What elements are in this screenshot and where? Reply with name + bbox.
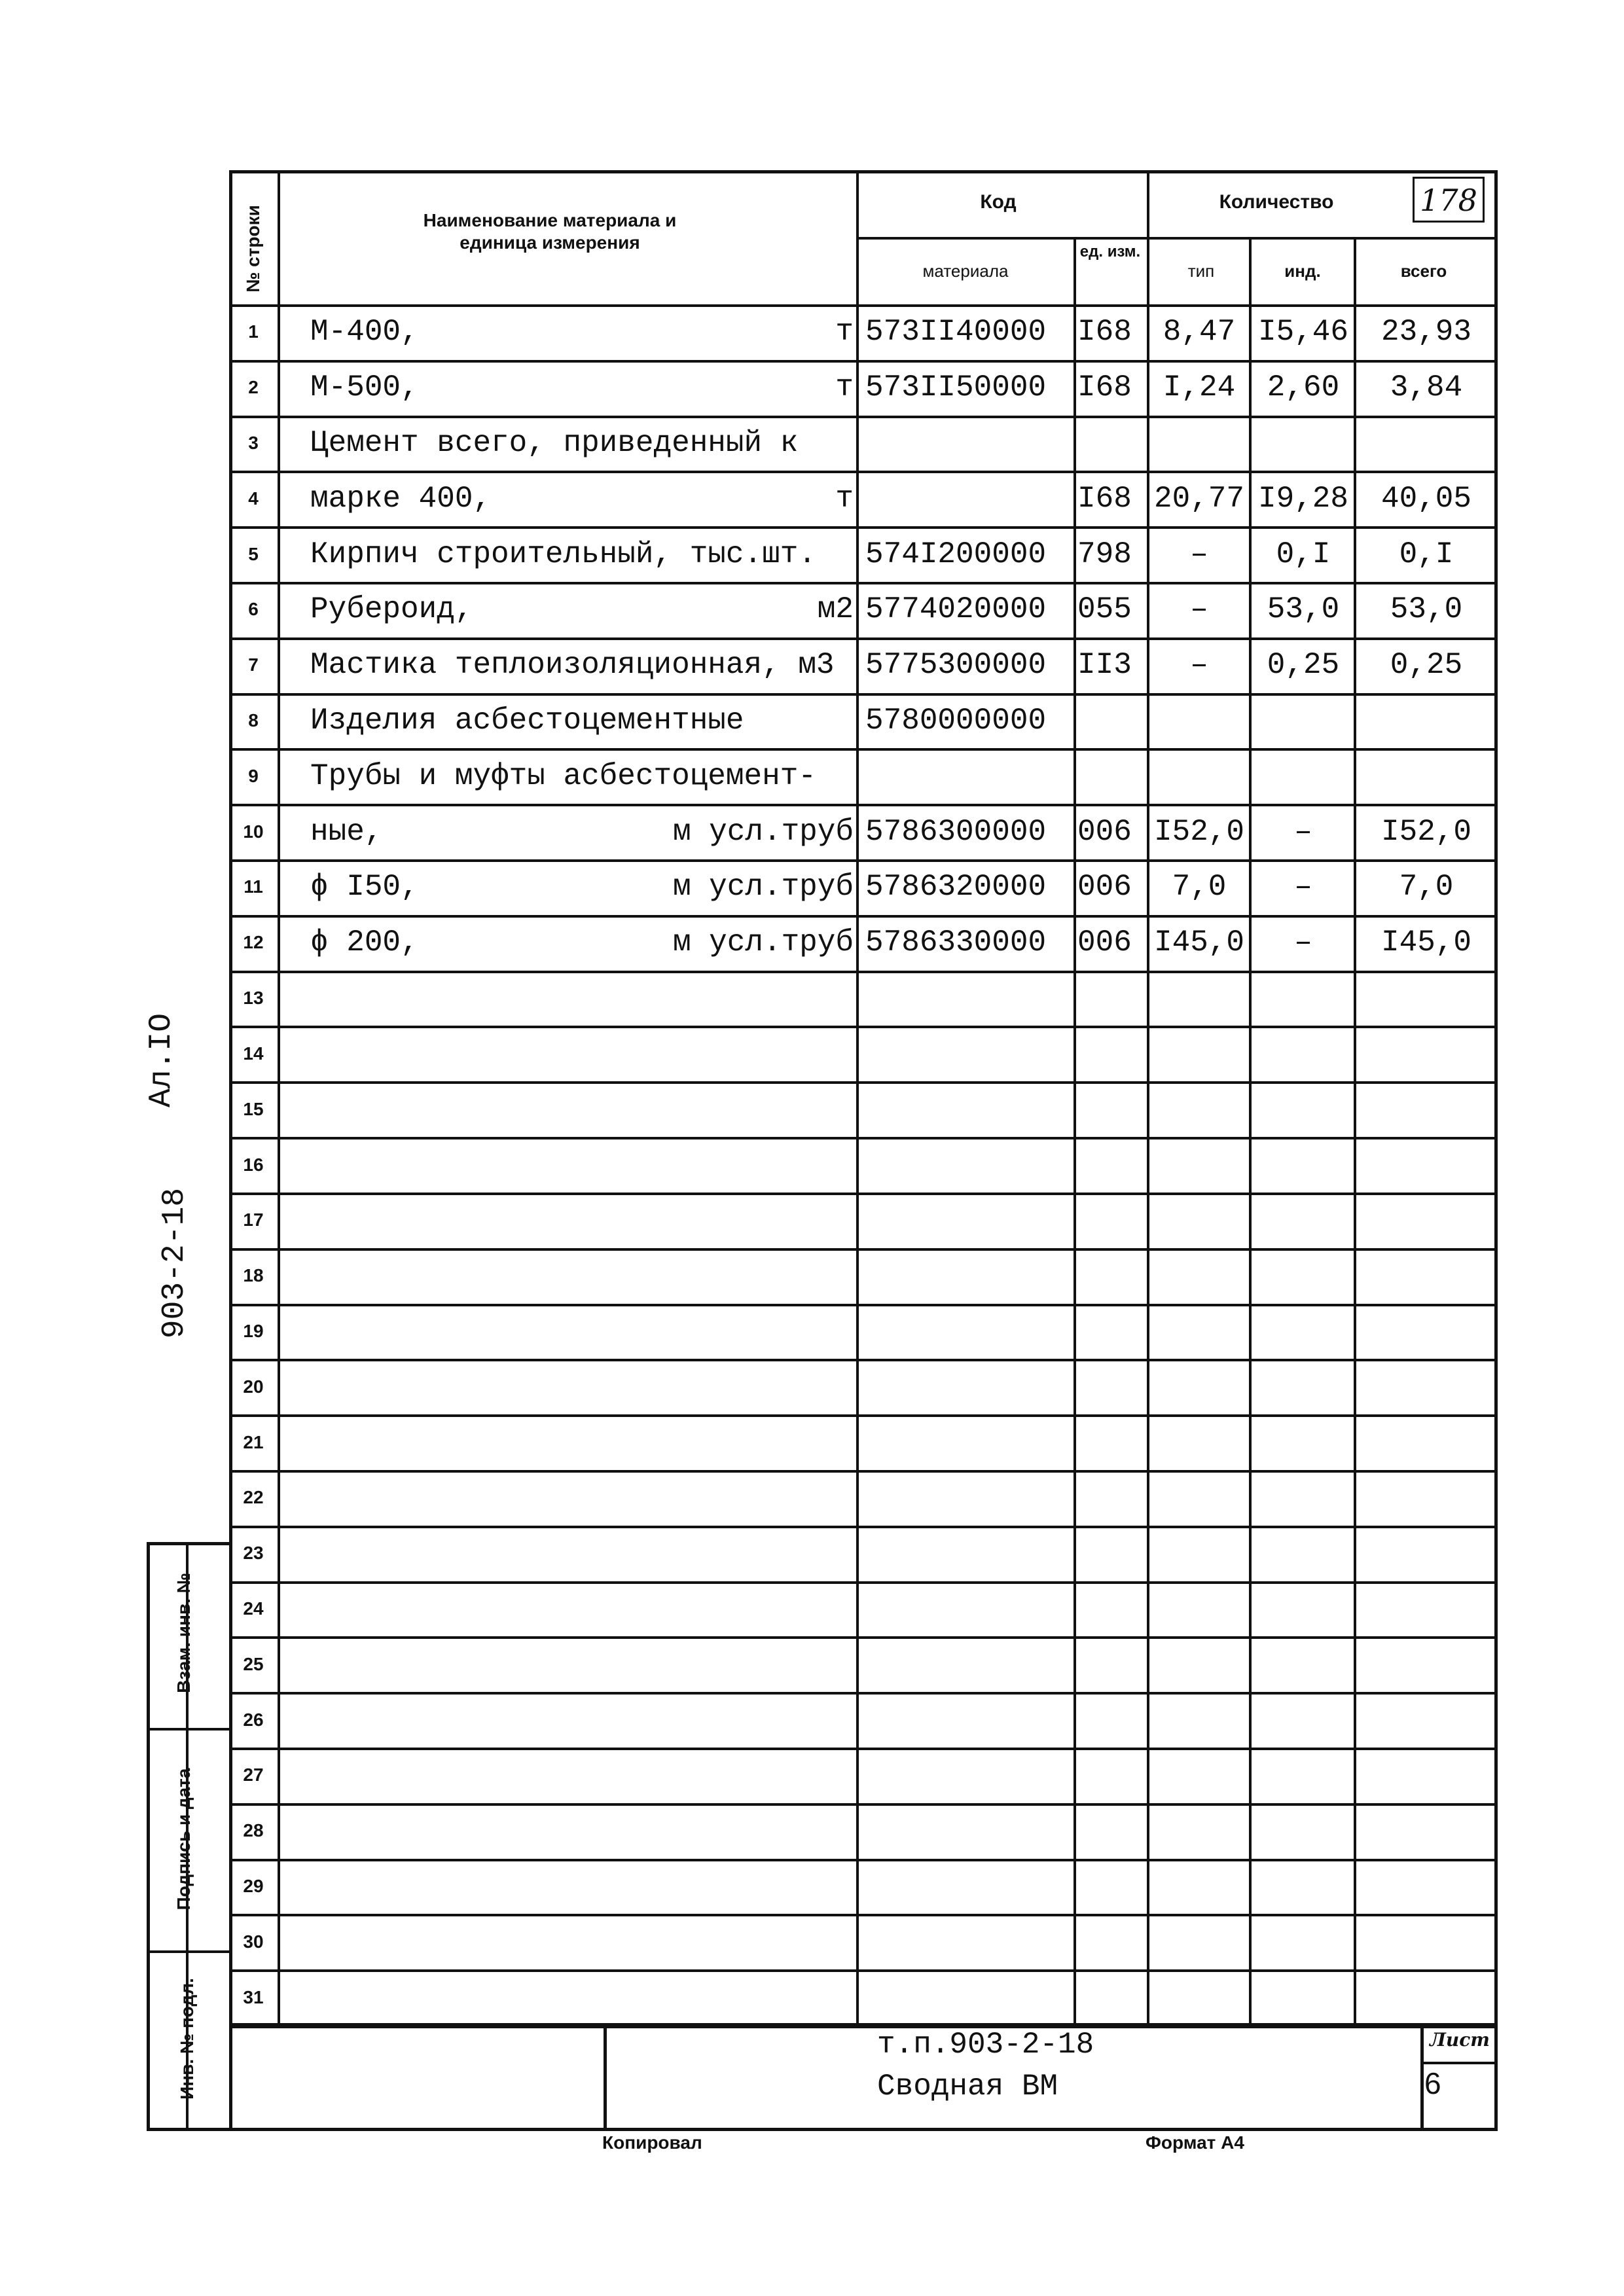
unit-label [566, 1857, 854, 1915]
qty-total [1358, 1136, 1495, 1194]
unit-label [566, 1358, 854, 1416]
header-unit: ед. изм. [1079, 243, 1141, 260]
row-number: 8 [248, 710, 259, 730]
unit-code: 798 [1077, 537, 1132, 571]
qty-tip: 20,77 [1153, 482, 1245, 516]
header-subdivider [856, 237, 1498, 240]
stamp-project: т.п.903-2-18 [877, 2028, 1094, 2062]
qty-ind [1253, 1136, 1354, 1194]
unit-label [566, 1636, 854, 1693]
material-code: 5780000000 [865, 704, 1047, 738]
unit-label [566, 1469, 854, 1526]
bottom-stamp [229, 2025, 1498, 2131]
material-code: 574I200000 [865, 537, 1047, 571]
unit-label: т [835, 315, 854, 349]
qty-tip: I45,0 [1153, 925, 1245, 960]
qty-total: 3,84 [1390, 370, 1463, 404]
footer-format: Формат А4 [1146, 2132, 1244, 2153]
row-number: 3 [248, 433, 259, 453]
qty-tip [1151, 969, 1248, 1027]
stamp-divider [1420, 2025, 1424, 2131]
qty-total [1358, 1025, 1495, 1083]
unit-label [566, 1302, 854, 1360]
unit-label: м усл.труб [672, 925, 854, 960]
row-number: 1 [248, 321, 259, 342]
qty-total: 40,05 [1380, 482, 1472, 516]
row-number: 9 [248, 766, 259, 786]
material-name: марке 400, [310, 482, 492, 516]
material-name: Рубероид, [310, 592, 473, 626]
unit-code: 006 [1077, 925, 1132, 960]
qty-ind [1253, 969, 1354, 1027]
qty-tip [1151, 1191, 1248, 1249]
qty-total: 0,I [1399, 537, 1454, 571]
material-code: 5775300000 [865, 648, 1047, 682]
unit-code: II3 [1077, 648, 1132, 682]
unit-label [566, 636, 854, 694]
row-number: 16 [243, 1155, 264, 1175]
header-tip: тип [1187, 261, 1215, 281]
qty-ind [1253, 1691, 1354, 1749]
qty-tip [1151, 1302, 1248, 1360]
row-number: 31 [243, 1987, 264, 2007]
qty-total [1358, 414, 1495, 472]
column-line [1249, 237, 1252, 2025]
qty-tip: – [1190, 592, 1208, 626]
qty-total: 7,0 [1399, 870, 1454, 904]
unit-label [566, 1247, 854, 1304]
header-material: материала [922, 261, 1009, 281]
header-name: Наименование материала и единица измерения [423, 210, 677, 253]
qty-total [1358, 1580, 1495, 1638]
qty-total [1358, 1081, 1495, 1138]
qty-ind [1253, 1302, 1354, 1360]
header-total: всего [1400, 261, 1447, 281]
qty-ind: – [1294, 925, 1312, 960]
qty-total [1358, 1358, 1495, 1416]
qty-tip [1151, 1136, 1248, 1194]
row-number: 12 [243, 932, 264, 952]
material-code: 5786300000 [865, 815, 1047, 849]
qty-ind [1253, 1802, 1354, 1859]
row-number: 6 [248, 599, 259, 619]
row-number: 22 [243, 1487, 264, 1507]
header-ind: инд. [1284, 261, 1321, 281]
qty-ind [1253, 1191, 1354, 1249]
material-name: ϕ 200, [310, 925, 419, 960]
qty-tip [1151, 1025, 1248, 1083]
row-number: 19 [243, 1321, 264, 1341]
material-name: М-500, [310, 370, 419, 404]
qty-ind: 53,0 [1267, 592, 1340, 626]
row-number: 21 [243, 1432, 264, 1452]
column-line [1147, 170, 1149, 2025]
qty-ind: – [1294, 815, 1312, 849]
row-number: 2 [248, 377, 259, 397]
qty-ind: 2,60 [1267, 370, 1340, 404]
qty-ind [1253, 692, 1354, 749]
unit-label: т [835, 482, 854, 516]
qty-ind: I9,28 [1257, 482, 1349, 516]
qty-total [1358, 1247, 1495, 1304]
qty-ind: – [1294, 870, 1312, 904]
unit-label [566, 1969, 854, 2026]
material-name: Цемент всего, приведенный к [310, 426, 799, 460]
material-name: Мастика теплоизоляционная, м3 [310, 648, 835, 682]
side-album: Ал.IO [144, 1013, 179, 1108]
material-code: 5786320000 [865, 870, 1047, 904]
qty-total [1358, 1746, 1495, 1804]
qty-total [1358, 1691, 1495, 1749]
row-number: 5 [248, 544, 259, 564]
header-quantity: Количество [1219, 191, 1334, 213]
side-vzam: Взам. инв. № [173, 1573, 194, 1693]
stamp-divider [1420, 2062, 1498, 2064]
material-code: 5786330000 [865, 925, 1047, 960]
unit-label [566, 1580, 854, 1638]
qty-total [1358, 1469, 1495, 1526]
row-number: 14 [243, 1043, 264, 1064]
unit-label: т [835, 370, 854, 404]
stamp-sheet-label: Лист [1430, 2029, 1490, 2051]
material-name: Кирпич строительный, тыс.шт. [310, 537, 816, 571]
qty-ind: 0,25 [1267, 648, 1340, 682]
material-name: Изделия асбестоцементные [310, 704, 744, 738]
left-stamp-divider [147, 1728, 232, 1731]
qty-total [1358, 1913, 1495, 1971]
qty-tip [1151, 1857, 1248, 1915]
qty-tip [1151, 1691, 1248, 1749]
qty-total [1358, 1414, 1495, 1471]
qty-ind [1253, 414, 1354, 472]
unit-label [566, 1802, 854, 1859]
material-name: Трубы и муфты асбестоцемент- [310, 759, 816, 793]
row-number: 17 [243, 1210, 264, 1230]
header-code: Код [980, 191, 1017, 213]
qty-total [1358, 1857, 1495, 1915]
qty-ind [1253, 1580, 1354, 1638]
qty-ind [1253, 1913, 1354, 1971]
side-podpis: Подпись и дата [173, 1768, 194, 1910]
qty-tip [1151, 1358, 1248, 1416]
qty-total [1358, 1524, 1495, 1582]
unit-label: м усл.труб [672, 815, 854, 849]
qty-ind: 0,I [1276, 537, 1331, 571]
unit-label [566, 1524, 854, 1582]
qty-tip: – [1190, 648, 1208, 682]
stamp-title: Сводная ВМ [877, 2070, 1058, 2104]
qty-tip [1151, 1414, 1248, 1471]
footer-copied: Копировал [602, 2132, 702, 2153]
qty-ind [1253, 747, 1354, 805]
qty-tip [1151, 1580, 1248, 1638]
unit-label [566, 1691, 854, 1749]
qty-ind [1253, 1414, 1354, 1471]
qty-ind: I5,46 [1257, 315, 1349, 349]
qty-tip [1151, 1469, 1248, 1526]
qty-total [1358, 692, 1495, 749]
qty-ind [1253, 1857, 1354, 1915]
row-number: 7 [248, 655, 259, 675]
unit-label [566, 526, 854, 583]
column-line [1074, 237, 1076, 2025]
unit-code: I68 [1077, 482, 1132, 516]
qty-ind [1253, 1025, 1354, 1083]
row-number: 11 [244, 876, 263, 897]
stamp-sheet-number: 6 [1424, 2066, 1441, 2100]
row-number: 29 [243, 1876, 264, 1896]
qty-ind [1253, 1081, 1354, 1138]
qty-ind [1253, 1636, 1354, 1693]
unit-label [566, 1746, 854, 1804]
unit-label [566, 1414, 854, 1471]
qty-total [1358, 1802, 1495, 1859]
unit-label [566, 1913, 854, 1971]
qty-total: 53,0 [1390, 592, 1463, 626]
unit-label [566, 1081, 854, 1138]
unit-label [566, 414, 854, 472]
row-number: 30 [243, 1931, 264, 1952]
qty-tip [1151, 1524, 1248, 1582]
unit-label [566, 747, 854, 805]
qty-ind [1253, 1358, 1354, 1416]
qty-tip [1151, 1802, 1248, 1859]
unit-label: м усл.труб [672, 870, 854, 904]
qty-total [1358, 1302, 1495, 1360]
qty-tip: 7,0 [1172, 870, 1227, 904]
side-inv: Инв. № подл. [177, 1978, 197, 2100]
row-number: 13 [243, 988, 264, 1008]
material-name: М-400, [310, 315, 419, 349]
qty-tip [1151, 692, 1248, 749]
column-line [1354, 237, 1356, 2025]
qty-total: I52,0 [1380, 815, 1472, 849]
qty-total [1358, 1969, 1495, 2026]
qty-ind [1253, 1746, 1354, 1804]
row-number: 28 [243, 1820, 264, 1840]
qty-total: 23,93 [1380, 315, 1472, 349]
unit-code: 006 [1077, 815, 1132, 849]
qty-ind [1253, 1524, 1354, 1582]
row-number: 24 [243, 1598, 264, 1619]
qty-tip: I,24 [1163, 370, 1236, 404]
qty-tip [1151, 1746, 1248, 1804]
row-number: 27 [243, 1765, 264, 1785]
unit-label [566, 1136, 854, 1194]
unit-label [566, 1191, 854, 1249]
qty-total [1358, 969, 1495, 1027]
unit-code: I68 [1077, 315, 1132, 349]
row-number: 20 [243, 1376, 264, 1397]
material-code: 573II50000 [865, 370, 1047, 404]
row-number: 18 [243, 1265, 264, 1285]
header-row-number: № строки [243, 205, 263, 293]
unit-label: м2 [817, 592, 854, 626]
row-number: 25 [243, 1654, 264, 1674]
side-doc-code: 903-2-18 [157, 1187, 192, 1339]
page-number: 178 [1420, 183, 1477, 218]
unit-label [566, 692, 854, 749]
row-number: 4 [248, 488, 259, 509]
qty-tip [1151, 1913, 1248, 1971]
qty-tip [1151, 1247, 1248, 1304]
column-line [278, 170, 280, 2025]
qty-tip [1151, 1081, 1248, 1138]
column-line [856, 170, 859, 2025]
qty-total [1358, 1191, 1495, 1249]
qty-total: 0,25 [1390, 648, 1463, 682]
material-code: 5774020000 [865, 592, 1047, 626]
material-name: ные, [310, 815, 383, 849]
qty-tip [1151, 414, 1248, 472]
qty-total [1358, 747, 1495, 805]
row-number: 10 [243, 821, 264, 842]
qty-tip: – [1190, 537, 1208, 571]
unit-code: 006 [1077, 870, 1132, 904]
qty-tip: I52,0 [1153, 815, 1245, 849]
row-number: 15 [243, 1099, 264, 1119]
unit-code: 055 [1077, 592, 1132, 626]
qty-tip: 8,47 [1163, 315, 1236, 349]
qty-ind [1253, 1469, 1354, 1526]
row-number: 23 [243, 1543, 264, 1563]
qty-ind [1253, 1969, 1354, 2026]
row-number: 26 [243, 1710, 264, 1730]
qty-ind [1253, 1247, 1354, 1304]
stamp-divider [604, 2025, 607, 2131]
material-name: ϕ I50, [310, 870, 419, 904]
qty-total [1358, 1636, 1495, 1693]
material-code: 573II40000 [865, 315, 1047, 349]
unit-label [566, 969, 854, 1027]
left-stamp-divider [147, 1950, 232, 1953]
unit-label [566, 1025, 854, 1083]
unit-code: I68 [1077, 370, 1132, 404]
qty-total: I45,0 [1380, 925, 1472, 960]
qty-tip [1151, 1969, 1248, 2026]
qty-tip [1151, 747, 1248, 805]
qty-tip [1151, 1636, 1248, 1693]
